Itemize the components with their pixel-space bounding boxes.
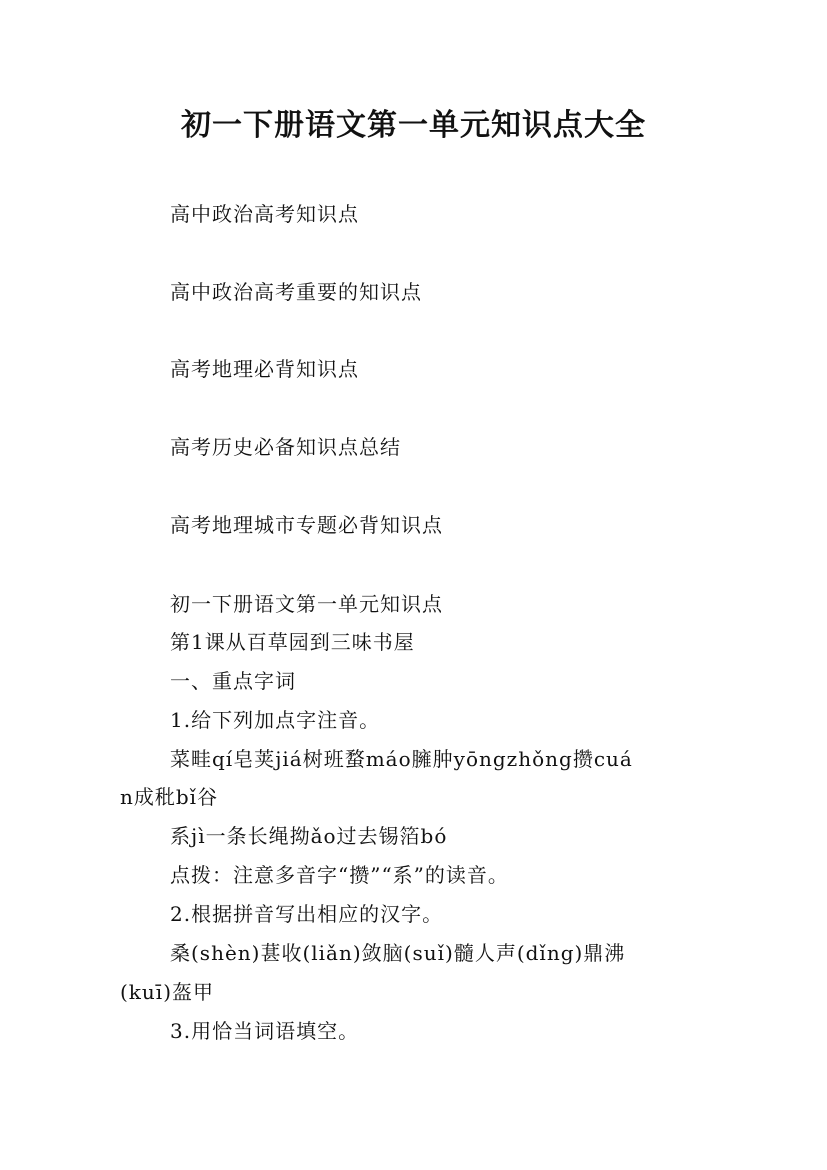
exercise-2-line-1-cont: (kuī)盔甲 xyxy=(120,980,215,1004)
exercise-1-line-2: 系jì一条长绳拗ǎo过去锡箔bó xyxy=(170,824,448,848)
related-link-2[interactable]: 高中政治高考重要的知识点 xyxy=(170,280,422,304)
related-link-3[interactable]: 高考地理必背知识点 xyxy=(170,357,359,381)
lesson-title: 第1课从百草园到三味书屋 xyxy=(170,630,415,654)
exercise-1-prompt: 1.给下列加点字注音。 xyxy=(170,708,381,732)
exercise-3-prompt: 3.用恰当词语填空。 xyxy=(170,1019,360,1043)
exercise-2-prompt: 2.根据拼音写出相应的汉字。 xyxy=(170,902,444,926)
exercise-1-line-1: 菜畦qí皂荚jiá树班蝥máo臃肿yōngzhǒng攒cuá xyxy=(170,747,633,771)
exercise-1-line-1-cont: n成秕bǐ谷 xyxy=(120,785,219,809)
related-link-5[interactable]: 高考地理城市专题必背知识点 xyxy=(170,513,443,537)
section-heading: 初一下册语文第一单元知识点 xyxy=(170,592,443,616)
exercise-2-line-1: 桑(shèn)葚收(liǎn)敛脑(suǐ)髓人声(dǐng)鼎沸 xyxy=(170,941,626,965)
exercise-1-note: 点拨：注意多音字“攒”“系”的读音。 xyxy=(170,863,509,887)
subsection-heading: 一、重点字词 xyxy=(170,669,296,693)
related-link-4[interactable]: 高考历史必备知识点总结 xyxy=(170,435,401,459)
document-title: 初一下册语文第一单元知识点大全 xyxy=(181,108,646,143)
related-link-1[interactable]: 高中政治高考知识点 xyxy=(170,202,359,226)
